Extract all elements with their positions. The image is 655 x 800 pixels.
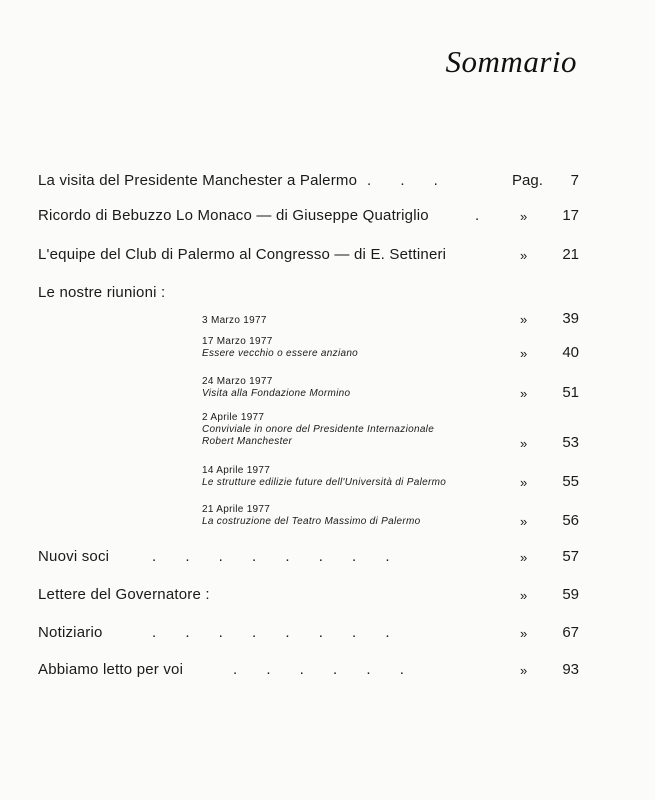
toc-leader-dots: . <box>475 207 480 224</box>
toc-entry-title: Notiziario <box>38 624 103 641</box>
toc-page-number: 55 <box>562 473 579 490</box>
toc-page-number: 67 <box>562 624 579 641</box>
toc-page-number: 39 <box>562 310 579 327</box>
toc-entry-title: Abbiamo letto per voi <box>38 661 184 678</box>
toc-entry-title: Lettere del Governatore : <box>38 586 210 603</box>
meeting-date: 3 Marzo 1977 <box>202 315 267 326</box>
toc-page-number: 40 <box>562 344 579 361</box>
toc-page-number: 21 <box>562 246 579 263</box>
toc-page-prefix: » <box>520 550 528 565</box>
toc-entry-title: L'equipe del Club di Palermo al Congresso — di E. Settineri <box>38 246 447 263</box>
toc-page-prefix: » <box>520 626 528 641</box>
toc-page-number: 93 <box>562 661 579 678</box>
toc-page-prefix: » <box>520 663 528 678</box>
toc-page-number: 53 <box>562 434 579 451</box>
meeting-topic: Robert Manchester <box>202 436 293 447</box>
toc-entry-title: Nuovi soci <box>38 548 110 565</box>
meeting-date: 24 Marzo 1977 <box>202 376 273 387</box>
toc-leader-dots: . . . . . . . . <box>152 624 390 641</box>
meeting-topic: La costruzione del Teatro Massimo di Palermo <box>202 516 421 527</box>
toc-entry-title: Le nostre riunioni : <box>38 284 166 301</box>
meeting-date: 2 Aprile 1977 <box>202 412 265 423</box>
toc-page-prefix: » <box>520 514 528 529</box>
toc-page-number: 17 <box>562 207 579 224</box>
meeting-topic: Conviviale in onore del Presidente Internazionale <box>202 424 435 435</box>
toc-page-prefix: » <box>520 248 528 263</box>
toc-page-prefix: » <box>520 436 528 451</box>
meeting-date: 21 Aprile 1977 <box>202 504 271 515</box>
toc-page-number: 51 <box>562 384 579 401</box>
toc-page-number: 7 <box>570 172 579 189</box>
meeting-topic: Essere vecchio o essere anziano <box>202 348 359 359</box>
meeting-date: 17 Marzo 1977 <box>202 336 273 347</box>
meeting-topic: Visita alla Fondazione Mormino <box>202 388 351 399</box>
toc-page-prefix: » <box>520 346 528 361</box>
toc-leader-dots: . . . . . . <box>233 661 404 678</box>
toc-page-prefix: » <box>520 312 528 327</box>
toc-page-prefix: » <box>520 209 528 224</box>
toc-leader-dots: . . . <box>367 172 438 189</box>
toc-page-prefix: » <box>520 386 528 401</box>
meeting-date: 14 Aprile 1977 <box>202 465 271 476</box>
meeting-topic: Le strutture edilizie future dell'Università di Palermo <box>202 477 447 488</box>
toc-page-number: 56 <box>562 512 579 529</box>
toc-entry-title: La visita del Presidente Manchester a Palermo <box>38 172 358 189</box>
toc-page-prefix: » <box>520 588 528 603</box>
page-title: Sommario <box>445 44 577 79</box>
toc-page-prefix: » <box>520 475 528 490</box>
toc-page-number: 59 <box>562 586 579 603</box>
toc-page-prefix: Pag. <box>512 172 543 189</box>
toc-page-number: 57 <box>562 548 579 565</box>
toc-leader-dots: . . . . . . . . <box>152 548 390 565</box>
toc-entry-title: Ricordo di Bebuzzo Lo Monaco — di Giuseppe Quatriglio <box>38 207 429 224</box>
